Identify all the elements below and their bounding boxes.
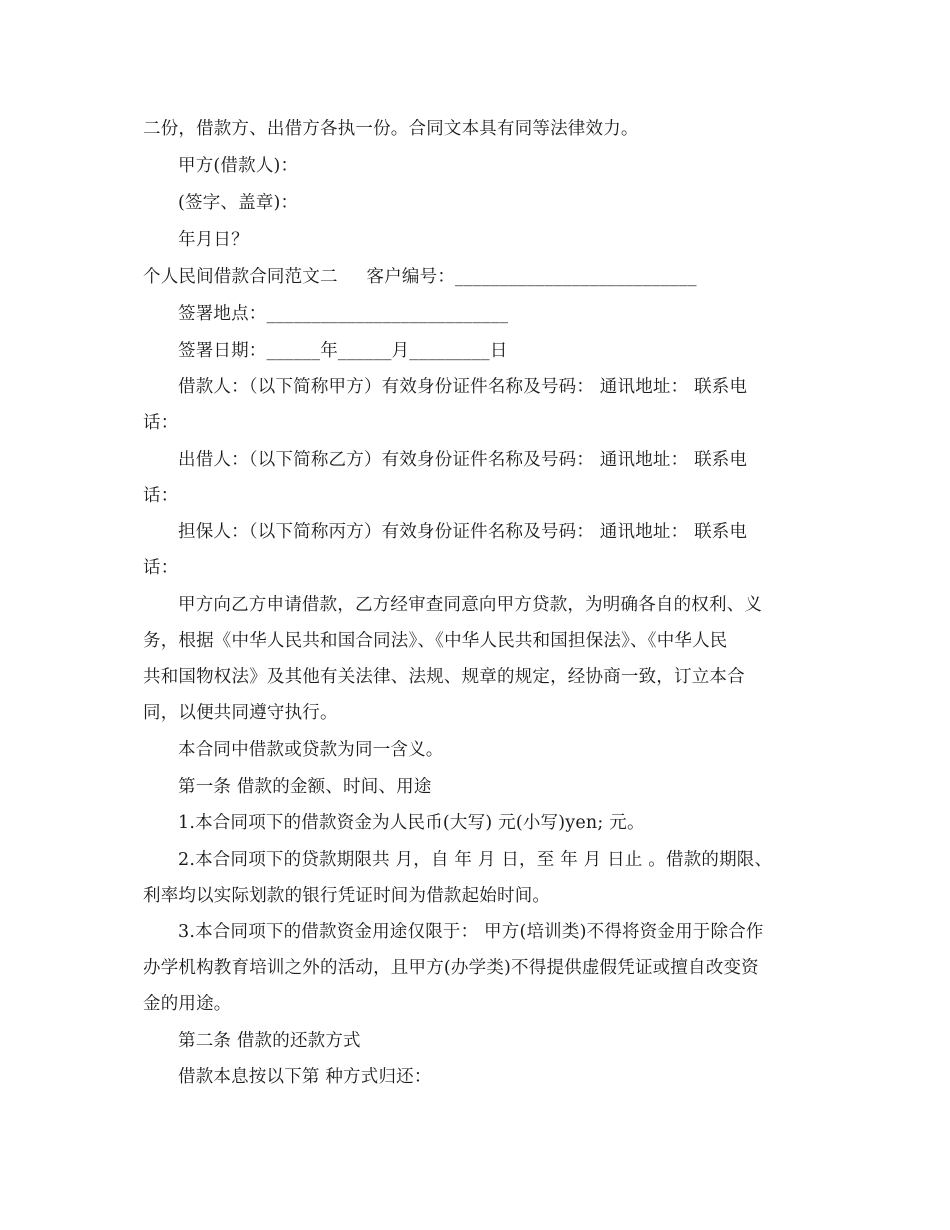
text-line: 办学机构教育培训之外的活动，且甲方(办学类)不得提供虚假凭证或擅自改变资 <box>143 958 759 978</box>
text-line: 3.本合同项下的借款资金用途仅限于： 甲方(培训类)不得将资金用于除合作 <box>178 922 764 942</box>
text-line: 借款本息按以下第 种方式归还： <box>178 1067 432 1087</box>
text-line: 务，根据《中华人民共和国合同法》、《中华人民共和国担保法》、《中华人民 <box>143 631 728 651</box>
text-line: 甲方向乙方申请借款，乙方经审查同意向甲方贷款，为明确各自的权利、义 <box>178 595 763 615</box>
text-line: 二份，借款方、出借方各执一份。合同文本具有同等法律效力。 <box>143 119 639 139</box>
text-line: 同，以便共同遵守执行。 <box>143 703 338 723</box>
text-line: 金的用途。 <box>143 994 232 1014</box>
section-heading: 第二条 借款的还款方式 <box>178 1031 361 1051</box>
text-line: 利率均以实际划款的银行凭证时间为借款起始时间。 <box>143 886 551 906</box>
text-line: 年月日？ <box>178 230 249 250</box>
text-line: 本合同中借款或贷款为同一含义。 <box>178 740 444 760</box>
text-line: 甲方(借款人)： <box>178 156 299 176</box>
text-line: 话： <box>143 413 179 433</box>
text-line: (签字、盖章)： <box>178 193 299 213</box>
text-line: 2.本合同项下的贷款期限共 月，自 年 月 日，至 年 月 日止 。借款的期限、 <box>178 850 773 870</box>
text-line: 出借人：（以下简称乙方）有效身份证件名称及号码： 通讯地址： 联系电 <box>178 450 748 470</box>
section-heading: 第一条 借款的金额、时间、用途 <box>178 777 432 797</box>
text-line: 话： <box>143 486 179 506</box>
text-line: 签署地点：___________________________ <box>178 304 509 324</box>
text-line: 担保人：（以下简称丙方）有效身份证件名称及号码： 通讯地址： 联系电 <box>178 522 748 542</box>
text-line: 个人民间借款合同范文二 客户编号：___________________________ <box>143 267 697 287</box>
text-line: 签署日期：______年______月_________日 <box>178 341 508 361</box>
text-line: 话： <box>143 558 179 578</box>
text-line: 1.本合同项下的借款资金为人民币(大写) 元(小写)yen; 元。 <box>178 813 645 833</box>
text-line: 共和国物权法》及其他有关法律、法规、规章的规定，经协商一致，订立本合 <box>143 667 745 687</box>
text-line: 借款人：（以下简称甲方）有效身份证件名称及号码： 通讯地址： 联系电 <box>178 377 748 397</box>
